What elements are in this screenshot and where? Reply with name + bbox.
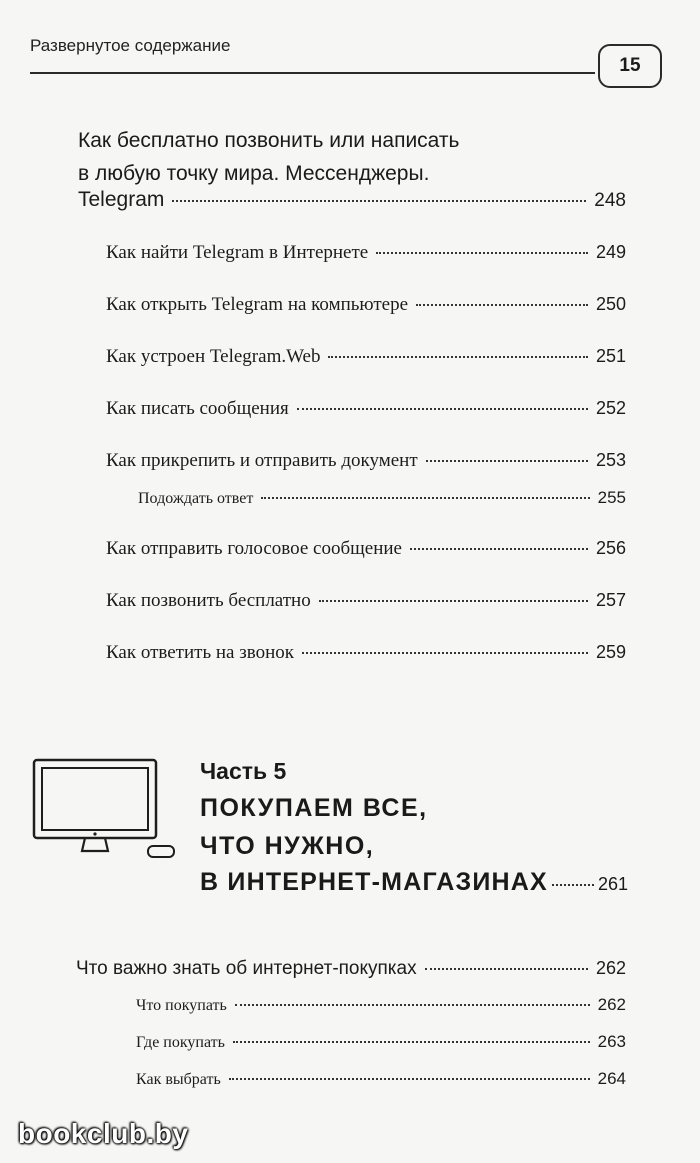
toc-item-label: Как найти Telegram в Интернете xyxy=(106,242,369,263)
watermark: bookclub.by xyxy=(18,1118,189,1149)
toc-subitem-label: Что покупать xyxy=(136,997,227,1014)
toc-subitem-page: 264 xyxy=(597,1069,626,1088)
dot-leader xyxy=(297,408,588,410)
part-number: Часть 5 xyxy=(200,758,287,784)
chapter-title xyxy=(78,124,459,190)
dot-leader xyxy=(261,497,589,499)
running-header: Развернутое содержание xyxy=(30,36,231,55)
toc-item-label: Как ответить на звонок xyxy=(106,642,294,663)
chapter-title-line-2: в любую точку мира. Мессенджеры. xyxy=(78,162,430,185)
toc-item[interactable] xyxy=(106,642,626,664)
dot-leader xyxy=(376,252,588,254)
chapter-title-line-3: Telegram xyxy=(78,188,165,211)
toc-item[interactable] xyxy=(106,294,626,316)
dot-leader xyxy=(328,356,588,358)
toc-item[interactable] xyxy=(106,590,626,612)
dot-leader xyxy=(233,1041,590,1043)
toc-subitem-label: Как выбрать xyxy=(136,1071,221,1088)
dot-leader xyxy=(426,460,588,462)
toc-item-page: 257 xyxy=(595,590,626,610)
dot-leader xyxy=(229,1078,590,1080)
toc-item[interactable] xyxy=(106,450,626,472)
chapter-title-line-1: Как бесплатно позвонить или написать xyxy=(78,129,460,152)
toc-subitem-page: 262 xyxy=(597,995,626,1014)
section-title: Что важно знать об интернет-покупках xyxy=(76,958,417,979)
toc-part-row[interactable] xyxy=(200,868,628,897)
dot-leader xyxy=(416,304,588,306)
toc-item-label: Как позвонить бесплатно xyxy=(106,590,311,611)
toc-subitem-label: Подождать ответ xyxy=(138,490,254,507)
part-title-line-3: В ИНТЕРНЕТ-МАГАЗИНАХ xyxy=(200,868,548,896)
page-number: 15 xyxy=(598,44,662,88)
toc-item[interactable] xyxy=(106,242,626,264)
toc-subitem-label: Где покупать xyxy=(136,1034,225,1051)
toc-section-row[interactable] xyxy=(76,958,626,980)
section-page: 262 xyxy=(595,958,626,978)
toc-item-page: 259 xyxy=(595,642,626,662)
toc-item-page: 250 xyxy=(595,294,626,314)
dot-leader xyxy=(552,884,594,886)
part-title-line-2: ЧТО НУЖНО, xyxy=(200,832,375,860)
toc-subitem[interactable] xyxy=(138,488,626,508)
dot-leader xyxy=(235,1004,590,1006)
toc-item[interactable] xyxy=(106,346,626,368)
dot-leader xyxy=(302,652,588,654)
toc-item-page: 249 xyxy=(595,242,626,262)
toc-item-label: Как открыть Telegram на компьютере xyxy=(106,294,409,315)
toc-subitem[interactable] xyxy=(136,1032,626,1052)
monitor-icon xyxy=(32,758,182,873)
part-title-line-1: ПОКУПАЕМ ВСЕ, xyxy=(200,794,428,822)
dot-leader xyxy=(172,200,586,202)
toc-item[interactable] xyxy=(106,398,626,420)
toc-item-label: Как отправить голосовое сообщение xyxy=(106,538,402,559)
dot-leader xyxy=(425,968,588,970)
dot-leader xyxy=(410,548,588,550)
toc-item-label: Как прикрепить и отправить документ xyxy=(106,450,418,471)
toc-item[interactable] xyxy=(106,538,626,560)
chapter-page: 248 xyxy=(594,190,626,211)
toc-item-label: Как устроен Telegram.Web xyxy=(106,346,321,367)
toc-item-page: 256 xyxy=(595,538,626,558)
toc-subitem-page: 263 xyxy=(597,1032,626,1051)
toc-subitem[interactable] xyxy=(136,995,626,1015)
toc-chapter-row[interactable] xyxy=(78,188,626,212)
dot-leader xyxy=(319,600,588,602)
toc-item-page: 252 xyxy=(595,398,626,418)
toc-item-label: Как писать сообщения xyxy=(106,398,289,419)
toc-subitem[interactable] xyxy=(136,1069,626,1089)
part-page: 261 xyxy=(597,874,628,894)
header-rule xyxy=(30,72,595,74)
toc-subitem-page: 255 xyxy=(597,488,626,507)
toc-item-page: 251 xyxy=(595,346,626,366)
toc-item-page: 253 xyxy=(595,450,626,470)
